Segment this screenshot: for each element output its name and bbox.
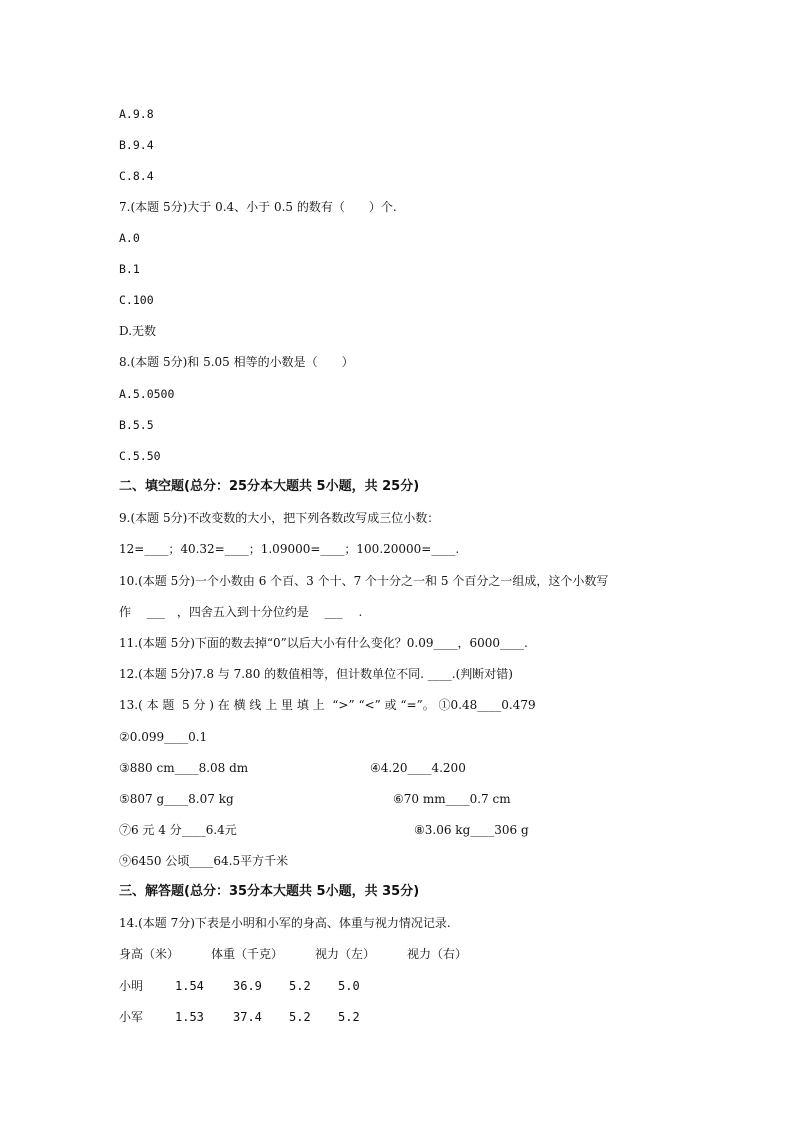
table-header-height: 身高（米） — [119, 947, 180, 961]
table-cell: 37.4 — [233, 1010, 262, 1024]
q7-option-b: B.1 — [119, 262, 140, 276]
section-2-heading: 二、填空题(总分：25分本大题共 5小题，共 25分) — [119, 479, 420, 494]
q14-stem: 14.(本题 7分)下表是小明和小军的身高、体重与视力情况记录. — [119, 916, 451, 930]
q13-item-2: ②0.099____0.1 — [119, 730, 208, 744]
table-cell: 36.9 — [233, 979, 262, 993]
q9-stem: 9.(本题 5分)不改变数的大小，把下列各数改写成三位小数： — [119, 511, 440, 525]
q12: 12.(本题 5分)7.8 与 7.80 的数值相等，但计数单位不同. ____.(判断对错) — [119, 667, 513, 681]
q7-stem: 7.(本题 5分)大于 0.4、小于 0.5 的数有（ ）个. — [119, 200, 397, 214]
q6-option-c: C.8.4 — [119, 169, 154, 183]
q13-item-4: ④4.20____4.200 — [370, 761, 466, 775]
q7-option-d: D.无数 — [119, 324, 157, 338]
table-cell: 5.2 — [289, 979, 311, 993]
q6-option-b: B.9.4 — [119, 138, 154, 152]
table-row-name: 小明 — [119, 979, 144, 993]
table-header-vision-right: 视力（右） — [407, 947, 468, 961]
table-cell: 5.2 — [289, 1010, 311, 1024]
q13-stem: 13.( 本 题 5 分 ) 在 横 线 上 里 填 上 “>” “<” 或 “=”。 ①0.48____0.479 — [119, 698, 536, 712]
q6-option-a: A.9.8 — [119, 107, 154, 121]
table-cell: 5.0 — [338, 979, 360, 993]
q11: 11.(本题 5分)下面的数去掉“0”以后大小有什么变化？0.09____，6000____. — [119, 636, 528, 650]
table-header-vision-left: 视力（左） — [315, 947, 376, 961]
q9-blanks: 12=____；40.32=____；1.09000=____；100.20000=____. — [119, 542, 460, 556]
table-cell: 1.54 — [175, 979, 204, 993]
q13-item-3: ③880 cm____8.08 dm — [119, 761, 249, 775]
table-row-name: 小军 — [119, 1010, 144, 1024]
q8-stem: 8.(本题 5分)和 5.05 相等的小数是（ ） — [119, 355, 354, 369]
q7-option-a: A.0 — [119, 231, 140, 245]
table-header-weight: 体重（千克） — [211, 947, 284, 961]
section-3-heading: 三、解答题(总分：35分本大题共 5小题，共 35分) — [119, 884, 420, 899]
q13-item-6: ⑥70 mm____0.7 cm — [393, 792, 511, 806]
q13-item-9: ⑨6450 公顷____64.5平方千米 — [119, 854, 289, 868]
q8-option-c: C.5.50 — [119, 449, 161, 463]
q8-option-a: A.5.0500 — [119, 387, 175, 401]
q13-item-5: ⑤807 g____8.07 kg — [119, 792, 234, 806]
table-cell: 1.53 — [175, 1010, 204, 1024]
q8-option-b: B.5.5 — [119, 418, 154, 432]
q13-item-7: ⑦6 元 4 分____6.4元 — [119, 823, 237, 837]
q7-option-c: C.100 — [119, 293, 154, 307]
table-cell: 5.2 — [338, 1010, 360, 1024]
q13-item-8: ⑧3.06 kg____306 g — [414, 823, 529, 837]
q10-line2: 作 ___ ，四舍五入到十分位约是 ___ . — [119, 605, 363, 619]
q10-line1: 10.(本题 5分)一个小数由 6 个百、3 个十、7 个十分之一和 5 个百分之一组成，这个小数写 — [119, 574, 609, 588]
